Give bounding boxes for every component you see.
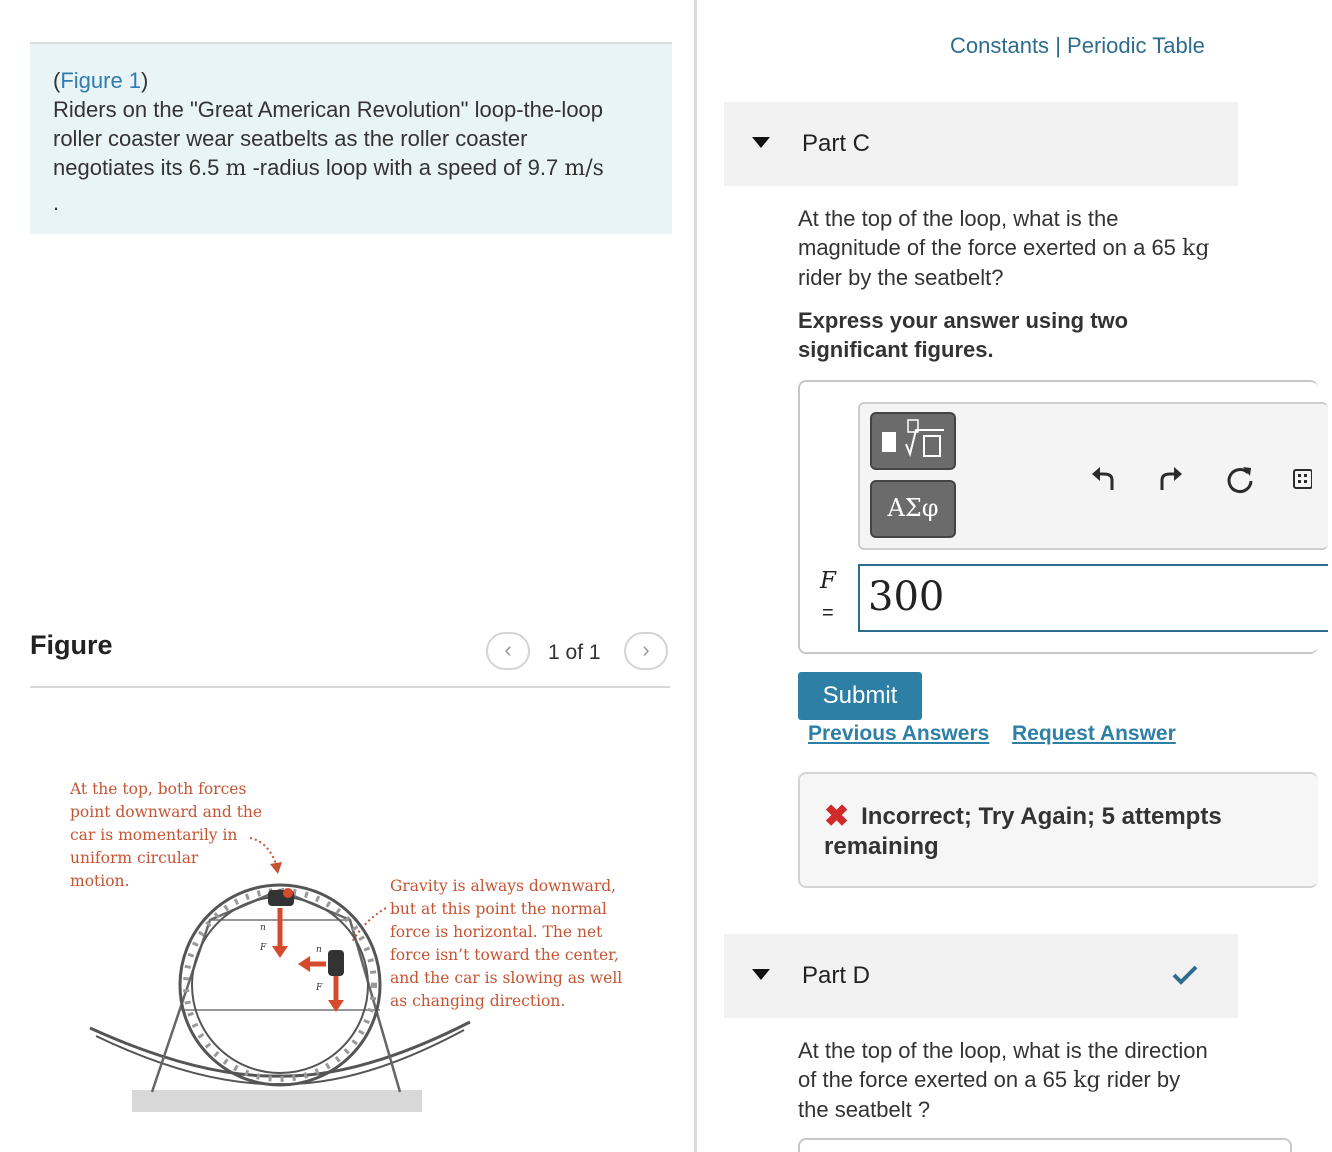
problem-statement: (Figure 1) Riders on the "Great American Revolution" loop-the-loop roller coaster wear seatbelts as the roller coaster negotiates its 6.5 m -radius loop with a speed of 9.7 m/s . xyxy=(30,42,672,234)
car-side xyxy=(328,950,344,976)
part-c-instruction: Express your answer using two significant figures. xyxy=(798,308,1129,362)
caption-right-line: as changing direction. xyxy=(390,992,566,1010)
caption-left-line: At the top, both forces xyxy=(70,780,247,798)
part-d-answer-box[interactable] xyxy=(798,1138,1292,1152)
greek-symbols-button[interactable]: ΑΣφ xyxy=(870,480,956,538)
caret-down-icon xyxy=(752,137,770,148)
top-links-separator: | xyxy=(1055,33,1061,58)
templates-button[interactable] xyxy=(870,412,956,470)
label-n-side: n xyxy=(316,945,322,955)
question-line: the seatbelt ? xyxy=(798,1097,931,1122)
part-d-question xyxy=(798,1036,1248,1124)
caption-right-line: force is horizontal. The net xyxy=(390,923,603,941)
part-d-title: Part D xyxy=(802,962,871,989)
answer-input[interactable]: 300 xyxy=(858,564,1328,632)
request-answer-link[interactable]: Request Answer xyxy=(1012,722,1176,745)
answer-box xyxy=(798,380,1318,654)
caption-right-line: force isn’t toward the center, xyxy=(390,946,619,964)
checkmark-icon xyxy=(1172,964,1198,986)
question-line: rider by the seatbelt? xyxy=(798,265,1004,290)
caption-left-line: point downward and the xyxy=(70,803,263,821)
chevron-left-icon: ‹ xyxy=(504,637,512,662)
caption-right-line: Gravity is always downward, xyxy=(390,877,617,895)
question-line: At the top of the loop, what is the direction xyxy=(798,1038,1208,1063)
part-c-question xyxy=(798,204,1248,292)
speed-unit: m/s xyxy=(564,156,604,181)
next-figure-button[interactable] xyxy=(624,632,668,670)
problem-text-line2: roller coaster wear seatbelts as the roller coaster xyxy=(53,126,528,151)
top-links xyxy=(950,33,1205,59)
feedback-box xyxy=(798,772,1318,888)
periodic-table-link[interactable]: Periodic Table xyxy=(1067,33,1205,58)
problem-text-line1: Riders on the "Great American Revolution" loop-the-loop xyxy=(53,97,604,122)
equals-sign: = xyxy=(822,602,834,624)
normal-force-arrowhead xyxy=(298,956,310,972)
pane-divider[interactable] xyxy=(694,0,697,1152)
submit-button[interactable]: Submit xyxy=(798,672,922,720)
feedback-text: Incorrect; Try Again; 5 attempts remaining xyxy=(824,803,1222,860)
ground xyxy=(132,1090,422,1112)
reset-icon[interactable] xyxy=(1224,464,1256,496)
prev-figure-button[interactable] xyxy=(486,632,530,670)
question-line: magnitude of the force exerted on a 65 xyxy=(798,235,1176,260)
part-d-header[interactable] xyxy=(724,934,1238,1018)
mass-unit: kg xyxy=(1073,1068,1101,1093)
caption-right-line: but at this point the normal xyxy=(390,900,607,918)
caption-right-line: and the car is slowing as well xyxy=(390,969,623,987)
figure-link[interactable]: Figure 1 xyxy=(60,68,142,93)
radius-unit: m xyxy=(225,156,247,181)
problem-trailing-period: . xyxy=(53,190,60,215)
label-fg-side: F xyxy=(316,983,323,993)
constants-link[interactable]: Constants xyxy=(950,33,1050,58)
redo-icon[interactable] xyxy=(1156,464,1186,494)
question-line: At the top of the loop, what is the xyxy=(798,206,1119,231)
rider-top xyxy=(283,888,293,898)
problem-text-line3b: -radius loop with a speed of 9.7 xyxy=(252,155,559,180)
figure-title: Figure xyxy=(30,630,113,660)
label-fg-top: F xyxy=(260,943,267,953)
figure-header xyxy=(30,628,670,688)
undo-icon[interactable] xyxy=(1088,464,1118,494)
incorrect-icon: ✖ xyxy=(824,800,850,833)
track-base xyxy=(90,1022,470,1076)
roller-coaster-figure xyxy=(60,760,640,1120)
caret-down-icon xyxy=(752,969,770,980)
question-line: of the force exerted on a 65 xyxy=(798,1067,1068,1092)
part-c-header[interactable] xyxy=(724,102,1238,186)
problem-text-line3a: negotiates its 6.5 xyxy=(53,155,220,180)
force-arrowhead-top xyxy=(272,946,288,958)
label-n-top: n xyxy=(260,923,266,933)
keyboard-icon[interactable] xyxy=(1292,464,1312,494)
templates-icon xyxy=(872,414,954,468)
caption-left-line: uniform circular xyxy=(70,849,199,867)
chevron-right-icon: › xyxy=(642,637,650,662)
caption-leader-arrow xyxy=(270,862,282,874)
question-line: rider by xyxy=(1106,1067,1181,1092)
variable-label: F xyxy=(820,568,836,594)
caption-left-line: motion. xyxy=(70,872,130,890)
previous-answers-link[interactable]: Previous Answers xyxy=(808,722,990,745)
part-c-title: Part C xyxy=(802,130,871,157)
math-toolbar xyxy=(858,402,1328,550)
caption-left-line: car is momentarily in xyxy=(70,826,238,844)
figure-page-count: 1 of 1 xyxy=(548,641,601,664)
mass-unit: kg xyxy=(1182,236,1210,261)
